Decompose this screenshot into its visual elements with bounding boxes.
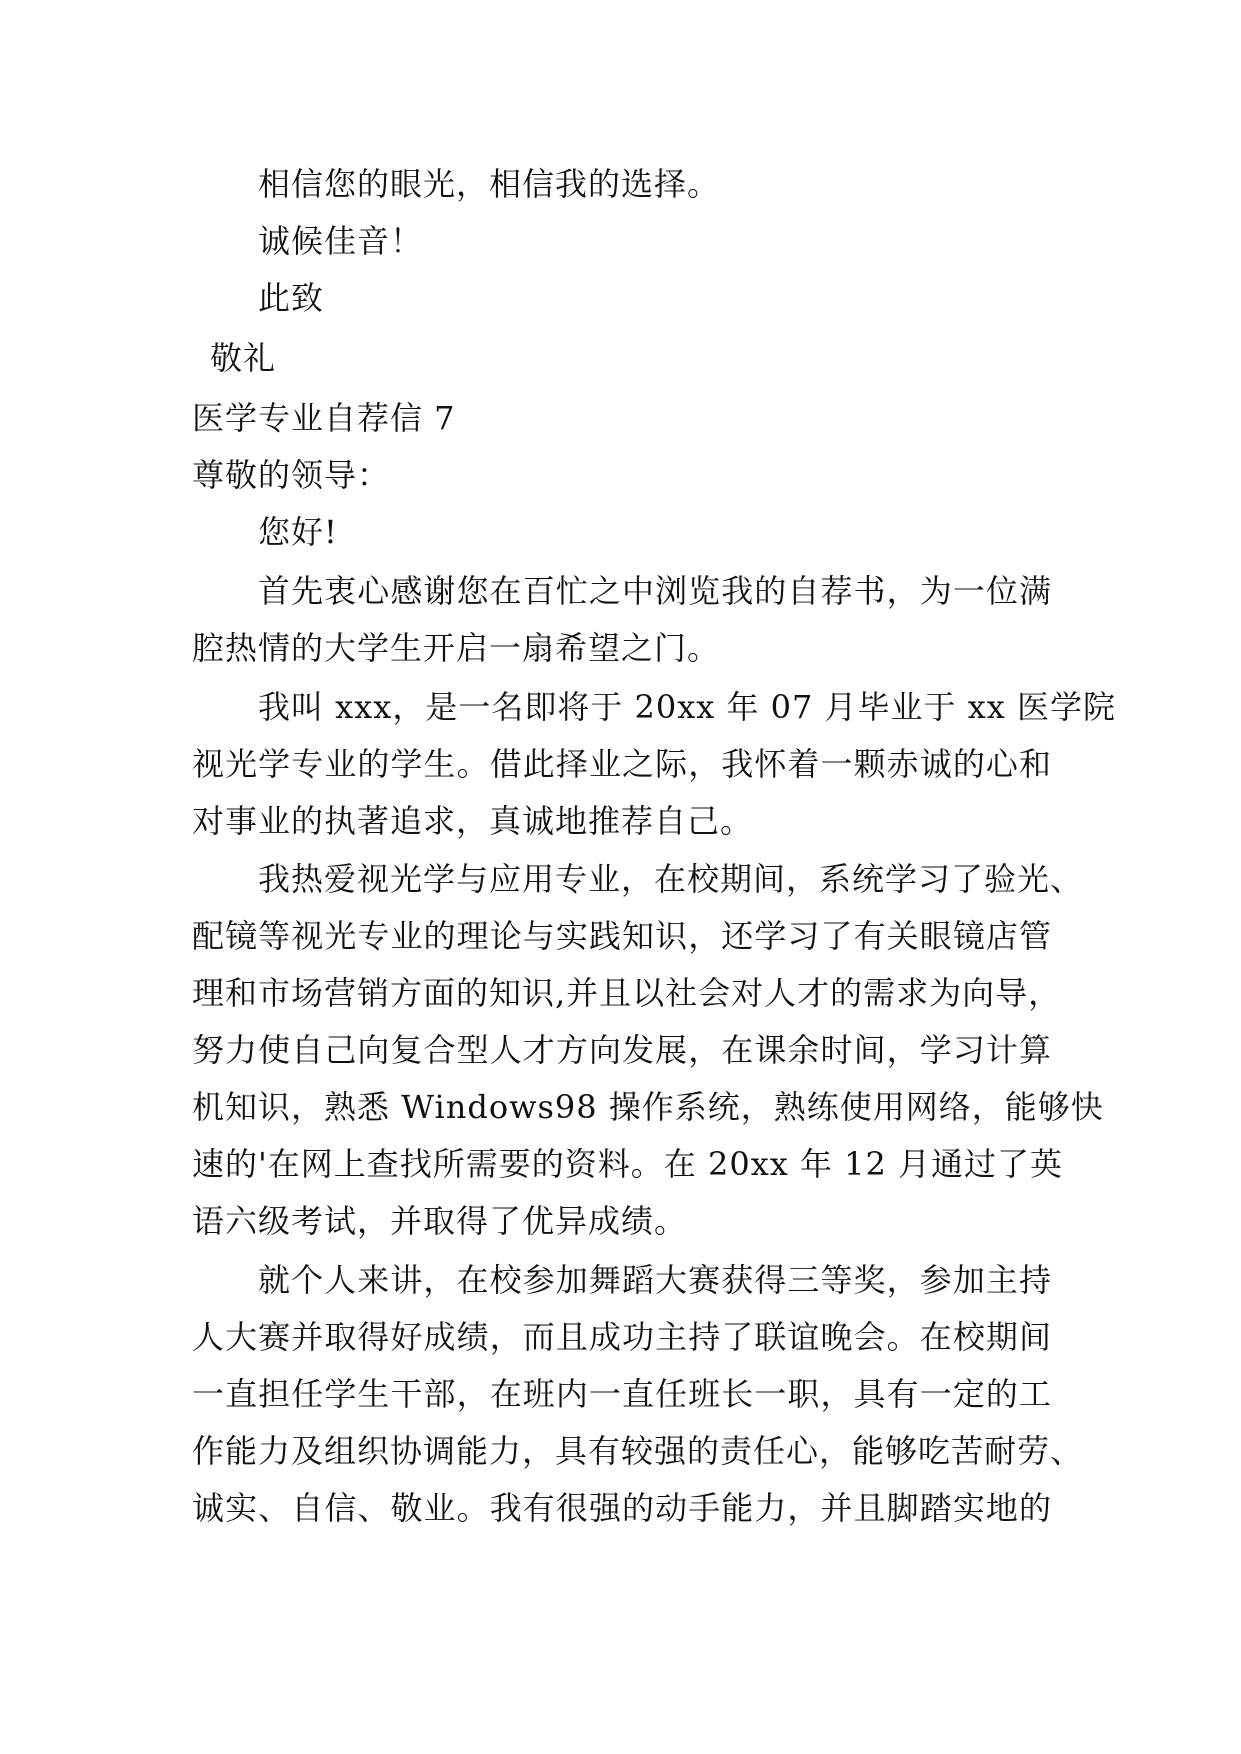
paragraph-line: 诚实、自信、敬业。我有很强的动手能力，并且脚踏实地的 (192, 1489, 1052, 1527)
paragraph-line: 我叫 xxx，是一名即将于 20xx 年 07 月毕业于 xx 医学院 (258, 688, 1116, 726)
closing-trust-line: 相信您的眼光，相信我的选择。 (258, 165, 721, 203)
paragraph-line: 就个人来讲，在校参加舞蹈大赛获得三等奖，参加主持 (258, 1261, 1052, 1299)
paragraph-line: 作能力及组织协调能力，具有较强的责任心，能够吃苦耐劳、 (192, 1432, 1084, 1470)
closing-await-line: 诚候佳音！ (258, 222, 424, 260)
paragraph-line: 人大赛并取得好成绩，而且成功主持了联谊晚会。在校期间 (192, 1318, 1052, 1356)
paragraph-line: 对事业的执著追求，真诚地推荐自己。 (192, 802, 754, 840)
salutation: 尊敬的领导： (192, 456, 391, 494)
paragraph-line: 理和市场营销方面的知识,并且以社会对人才的需求为向导， (192, 974, 1062, 1012)
paragraph-line: 速的'在网上查找所需要的资料。在 20xx 年 12 月通过了英 (192, 1145, 1064, 1183)
paragraph-line: 努力使自己向复合型人才方向发展，在课余时间，学习计算 (192, 1031, 1052, 1069)
closing-cizhi: 此致 (258, 279, 325, 317)
paragraph-line: 机知识，熟悉 Windows98 操作系统，熟练使用网络，能够快 (192, 1088, 1104, 1126)
paragraph-line: 一直担任学生干部，在班内一直任班长一职，具有一定的工 (192, 1375, 1052, 1413)
paragraph-line: 语六级考试，并取得了优异成绩。 (192, 1202, 688, 1240)
closing-jingli: 敬礼 (210, 339, 277, 377)
paragraph-line: 配镜等视光专业的理论与实践知识，还学习了有关眼镜店管 (192, 917, 1052, 955)
paragraph-line: 腔热情的大学生开启一扇希望之门。 (192, 629, 721, 667)
paragraph-line: 视光学专业的学生。借此择业之际，我怀着一颗赤诚的心和 (192, 745, 1052, 783)
greeting: 您好! (258, 513, 338, 551)
letter-title: 医学专业自荐信 7 (192, 399, 456, 437)
paragraph-line: 我热爱视光学与应用专业，在校期间，系统学习了验光、 (258, 860, 1084, 898)
paragraph-line: 首先衷心感谢您在百忙之中浏览我的自荐书，为一位满 (258, 572, 1052, 610)
